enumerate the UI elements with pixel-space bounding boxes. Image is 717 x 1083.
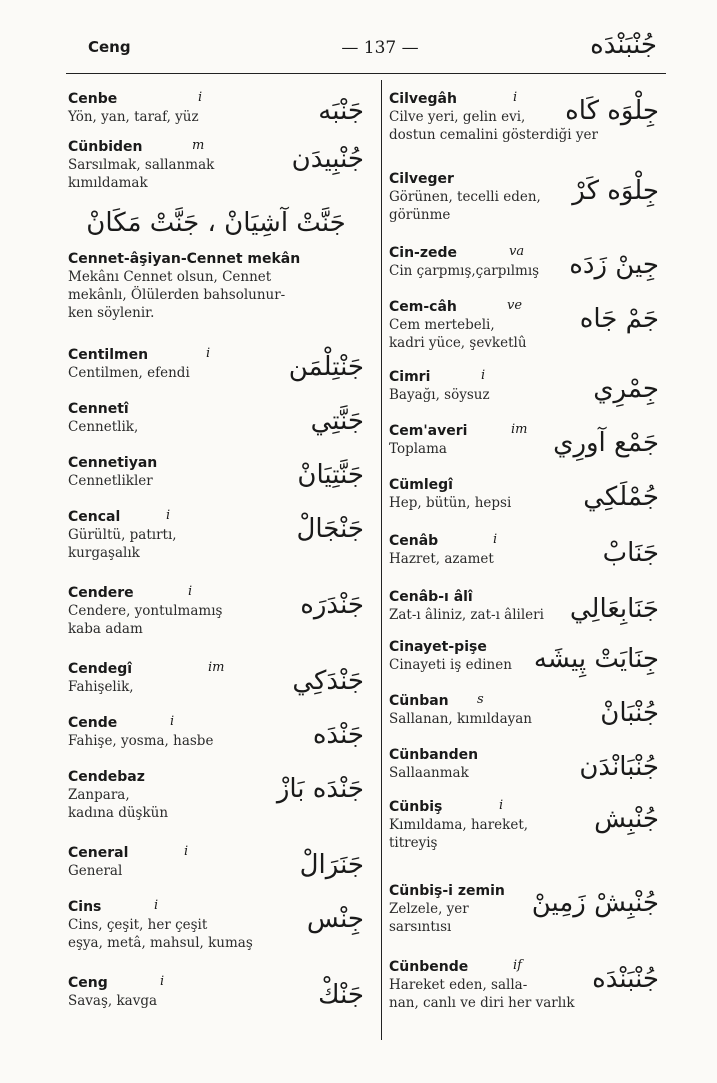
arabic-script: جَنَابِعَالِي — [569, 594, 659, 624]
part-of-speech: i — [166, 508, 171, 523]
headword: Cilveger — [389, 171, 454, 187]
column-divider — [381, 80, 382, 1040]
arabic-script: جَنْدَه — [312, 720, 364, 750]
definition-line: Fahişe, yosma, hasbe — [68, 733, 214, 749]
dictionary-entry — [68, 768, 364, 844]
headword: Cende — [68, 715, 118, 731]
right-column — [389, 90, 659, 1028]
dictionary-entry — [68, 138, 364, 202]
headword: Ceneral — [68, 845, 129, 861]
arabic-script: جِينْ زَدَه — [569, 250, 659, 280]
dictionary-entry — [68, 346, 364, 400]
definition-line: Cendere, yontulmamış — [68, 603, 223, 619]
page-number: — 137 — — [341, 38, 419, 58]
arabic-script: جَنَّتِيَانْ — [297, 460, 364, 490]
definition-line: Gürültü, patırtı, — [68, 527, 177, 543]
headword: Cennet-âşiyan-Cennet mekân — [68, 251, 301, 267]
dictionary-entry — [389, 532, 659, 588]
arabic-script: جَنْبَه — [318, 96, 364, 126]
arabic-script: جَنْجَالْ — [296, 514, 364, 544]
definition-line: Görünen, tecelli eden, — [389, 189, 541, 205]
definition-line: eşya, metâ, mahsul, kumaş — [68, 935, 253, 951]
headword: Centilmen — [68, 347, 149, 363]
headword: Cennetiyan — [68, 455, 158, 471]
definition-line: Cennetlikler — [68, 473, 153, 489]
definition-line: Fahişelik, — [68, 679, 134, 695]
dictionary-entry — [389, 746, 659, 798]
headword: Cem'averi — [389, 423, 468, 439]
definition-line: Kımıldama, hareket, — [389, 817, 529, 833]
part-of-speech: i — [513, 90, 518, 105]
headword: Cilvegâh — [389, 91, 457, 107]
headword: Ceng — [68, 975, 108, 991]
dictionary-entry — [68, 584, 364, 660]
part-of-speech: ve — [507, 298, 523, 313]
dictionary-entry — [389, 882, 659, 958]
dictionary-entry — [389, 476, 659, 532]
arabic-script: جُنْبِش — [594, 804, 659, 834]
definition-line: Bayağı, söysuz — [389, 387, 490, 403]
header-rule — [66, 73, 666, 74]
headword: Cennetî — [68, 401, 129, 417]
arabic-script: جَنَّتِي — [310, 406, 364, 436]
definition-line: Cilve yeri, gelin evi, — [389, 109, 526, 125]
definition-line: Cinayeti iş edinen — [389, 657, 512, 673]
part-of-speech: i — [493, 532, 498, 547]
part-of-speech: i — [170, 714, 175, 729]
definition-line: titreyiş — [389, 835, 438, 851]
definition-line: Mekânı Cennet olsun, Cennet — [68, 269, 272, 285]
arabic-script: جَنْدَكِي — [292, 666, 364, 696]
arabic-script: جُنْبَانْدَن — [579, 752, 659, 782]
definition-line: Zelzele, yer — [389, 901, 469, 917]
definition-line: Zat-ı âliniz, zat-ı âlileri — [389, 607, 544, 623]
definition-line: General — [68, 863, 123, 879]
part-of-speech: if — [513, 958, 522, 973]
part-of-speech: i — [154, 898, 159, 913]
definition-line: Cins, çeşit, her çeşit — [68, 917, 208, 933]
part-of-speech: i — [160, 974, 165, 989]
dictionary-entry — [389, 588, 659, 638]
headword: Cenâb-ı âlî — [389, 589, 473, 605]
dictionary-entry — [389, 368, 659, 422]
headword: Cins — [68, 899, 102, 915]
arabic-script: جَنَابْ — [602, 538, 659, 568]
arabic-script: جِلْوَه كَاه — [565, 96, 659, 126]
definition-line: kadri yüce, şevketlû — [389, 335, 527, 351]
headword: Cenbe — [68, 91, 118, 107]
headword: Cendebaz — [68, 769, 145, 785]
arabic-script: جُنْبَانْ — [600, 698, 659, 728]
definition-line: kurgaşalık — [68, 545, 140, 561]
part-of-speech: s — [477, 692, 484, 707]
arabic-script: جِنَايَتْ پِيشَه — [533, 644, 659, 674]
part-of-speech: va — [509, 244, 525, 259]
headword: Cimri — [389, 369, 431, 385]
dictionary-entry — [389, 90, 659, 170]
part-of-speech: i — [499, 798, 504, 813]
definition-line: dostun cemalini gösterdiği yer — [389, 127, 598, 143]
dictionary-entry — [68, 508, 364, 584]
headword: Cünban — [389, 693, 449, 709]
dictionary-entry — [68, 90, 364, 138]
headword: Cinayet-pişe — [389, 639, 487, 655]
dictionary-entry — [68, 714, 364, 768]
page-header — [0, 32, 717, 72]
definition-line: Hareket eden, salla- — [389, 977, 528, 993]
arabic-script: جَنْتِلْمَن — [288, 352, 364, 382]
definition-line: Yön, yan, taraf, yüz — [68, 109, 199, 125]
definition-line: mekânlı, Ölülerden bahsolunur- — [68, 287, 286, 303]
arabic-script: جَمْع آورِي — [553, 428, 659, 458]
definition-line: sarsıntısı — [389, 919, 452, 935]
arabic-script: جِلْوَه كَرْ — [572, 176, 659, 206]
definition-line: Savaş, kavga — [68, 993, 158, 1009]
headword: Cünbiş-i zemin — [389, 883, 505, 899]
definition-line: Centilmen, efendi — [68, 365, 190, 381]
definition-line: nan, canlı ve diri her varlık — [389, 995, 575, 1011]
left-column — [68, 90, 364, 1028]
arabic-script: جَنَرَالْ — [299, 850, 364, 880]
arabic-script: جَنْكْ — [318, 980, 364, 1010]
headword: Cünbiş — [389, 799, 443, 815]
definition-line: Zanpara, — [68, 787, 130, 803]
arabic-script: جَنْدَرَه — [300, 590, 364, 620]
running-head-left: Ceng — [88, 38, 131, 56]
headword: Cümlegî — [389, 477, 453, 493]
dictionary-entry — [389, 170, 659, 244]
definition-line: Hep, bütün, hepsi — [389, 495, 512, 511]
dictionary-entry — [389, 958, 659, 1028]
headword: Cünbende — [389, 959, 469, 975]
headword: Cendegî — [68, 661, 133, 677]
dictionary-entry — [68, 454, 364, 508]
definition-line: ken söylenir. — [68, 305, 155, 321]
dictionary-entry — [389, 692, 659, 746]
definition-line: Hazret, azamet — [389, 551, 494, 567]
dictionary-entry — [68, 400, 364, 454]
headword: Cünbiden — [68, 139, 143, 155]
dictionary-entry — [389, 638, 659, 692]
definition-line: Cennetlik, — [68, 419, 139, 435]
part-of-speech: i — [184, 844, 189, 859]
dictionary-entry — [389, 244, 659, 298]
part-of-speech: i — [198, 90, 203, 105]
part-of-speech: i — [481, 368, 486, 383]
dictionary-entry — [389, 798, 659, 882]
arabic-heading: جَنَّتْ آشِيَانْ ، جَنَّتْ مَكَانْ — [86, 208, 346, 238]
arabic-script: جِنْس — [306, 904, 364, 934]
dictionary-entry — [68, 844, 364, 898]
arabic-script: جُنْبِشْ زَمِينْ — [531, 888, 659, 918]
definition-line: Sarsılmak, sallanmak — [68, 157, 215, 173]
running-head-right: جُنْبَنْدَه — [590, 30, 657, 60]
definition-line: kımıldamak — [68, 175, 148, 191]
dictionary-entry — [68, 974, 364, 1028]
arabic-script: جَمْ جَاه — [579, 304, 659, 334]
dictionary-entry — [68, 250, 364, 346]
definition-line: Sallanan, kımıldayan — [389, 711, 532, 727]
headword: Cencal — [68, 509, 121, 525]
arabic-script: جُنْبِيدَن — [291, 144, 364, 174]
dictionary-entry — [68, 660, 364, 714]
headword: Cenâb — [389, 533, 439, 549]
definition-line: Toplama — [389, 441, 447, 457]
definition-line: kaba adam — [68, 621, 143, 637]
headword: Cünbanden — [389, 747, 479, 763]
headword: Cem-câh — [389, 299, 457, 315]
part-of-speech: m — [192, 138, 205, 153]
arabic-script: جُمْلَكِي — [583, 482, 659, 512]
arabic-banner — [68, 202, 364, 250]
definition-line: Cem mertebeli, — [389, 317, 495, 333]
part-of-speech: i — [188, 584, 193, 599]
arabic-script: جَنْدَه بَازْ — [276, 774, 364, 804]
arabic-script: جُنْبَنْدَه — [592, 964, 659, 994]
definition-line: görünme — [389, 207, 451, 223]
headword: Cin-zede — [389, 245, 458, 261]
arabic-script: جِمْرِي — [593, 374, 659, 404]
definition-line: kadına düşkün — [68, 805, 169, 821]
dictionary-entry — [68, 898, 364, 974]
dictionary-entry — [389, 298, 659, 368]
dictionary-entry — [389, 422, 659, 476]
part-of-speech: im — [511, 422, 528, 437]
definition-line: Cin çarpmış,çarpılmış — [389, 263, 540, 279]
part-of-speech: i — [206, 346, 211, 361]
headword: Cendere — [68, 585, 134, 601]
part-of-speech: im — [208, 660, 225, 675]
definition-line: Sallaanmak — [389, 765, 469, 781]
